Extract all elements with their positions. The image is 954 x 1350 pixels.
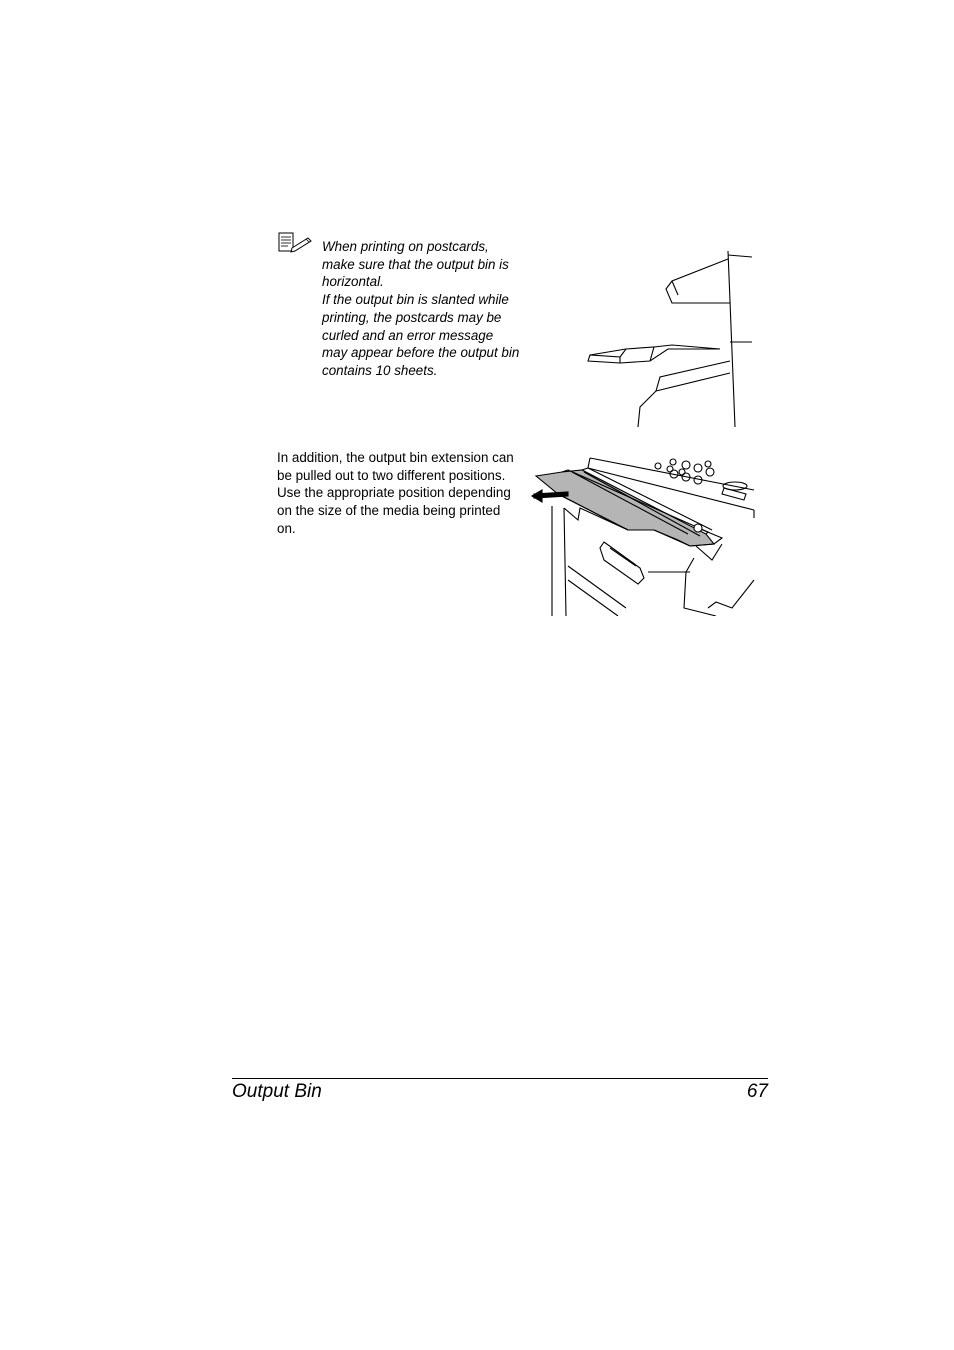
note-paragraph-1: When printing on postcards, make sure that the output bin is horizontal.	[322, 239, 509, 290]
footer-section-title: Output Bin	[232, 1081, 322, 1102]
note-paragraph-2: If the output bin is slanted while printing, the postcards may be curled and an error message may appear before the output bin contains 10 sheets.	[322, 292, 520, 378]
body-text	[277, 449, 517, 538]
output-bin-horizontal-illustration	[580, 245, 760, 430]
body-paragraph-1: In addition, the output bin extension can be pulled out to two different positions.	[277, 450, 514, 483]
note-text	[322, 238, 522, 380]
footer-rule	[232, 1078, 768, 1079]
note-pencil-icon	[278, 232, 314, 254]
page-number: 67	[746, 1081, 768, 1102]
output-bin-extension-illustration	[528, 448, 760, 616]
body-paragraph-2: Use the appropriate position depending on the size of the media being printed on.	[277, 485, 511, 536]
